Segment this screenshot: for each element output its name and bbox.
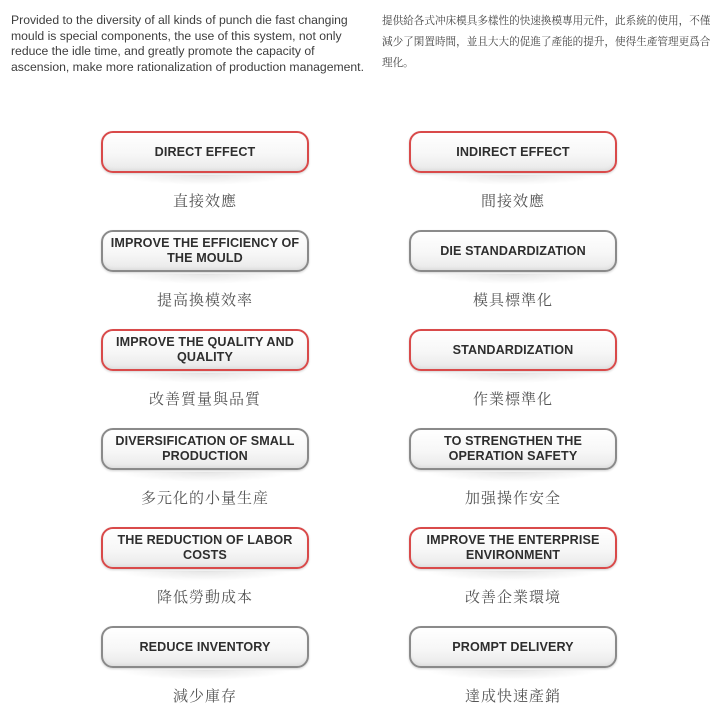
effect-item [101,626,309,725]
effect-chinese-label: 直接效應 [172,192,237,210]
effect-button[interactable] [409,428,617,470]
effect-item [409,329,617,428]
effect-chinese-label: 加强操作安全 [464,489,561,507]
button-reflection [117,274,293,284]
effect-label: REDUCE INVENTORY [139,639,271,654]
effect-chinese-label: 多元化的小量生産 [140,489,269,507]
effect-item [409,428,617,527]
effect-button[interactable] [409,527,617,569]
indirect-effects-column [409,131,617,725]
effect-chinese-label: 減少庫存 [172,687,237,705]
effect-button[interactable] [101,626,309,668]
effect-item [101,527,309,626]
button-reflection [117,670,293,680]
effect-chinese-label: 模具標準化 [472,291,553,309]
effect-item [101,329,309,428]
effect-chinese-label: 間接效應 [480,192,545,210]
effect-label: IMPROVE THE QUALITY AND QUALITY [116,335,294,364]
effect-chinese-label: 降低勞動成本 [156,588,253,606]
effect-chinese-label: 提高換模效率 [156,291,253,309]
effect-label: THE REDUCTION OF LABOR COSTS [117,533,293,562]
effect-button[interactable] [409,230,617,272]
effect-item [101,428,309,527]
effect-button[interactable] [409,131,617,173]
effect-button[interactable] [101,131,309,173]
button-reflection [425,274,601,284]
button-reflection [425,571,601,581]
effect-label: IMPROVE THE ENTERPRISE ENVIRONMENT [426,533,600,562]
effect-button[interactable] [101,428,309,470]
effect-chinese-label: 改善企業環境 [464,588,561,606]
button-reflection [117,373,293,383]
button-reflection [425,175,601,185]
button-reflection [425,670,601,680]
effect-label: TO STRENGTHEN THE OPERATION SAFETY [444,434,582,463]
effect-label: STANDARDIZATION [452,342,574,357]
intro-chinese: 提供給各式冲床模具多樣性的快速換模專用元件，此系統的使用，不僅減少了閑置時間，並且大大的促進了產能的提升，使得生產管理更爲合理化。 [382,15,711,69]
effect-item [409,527,617,626]
button-reflection [425,472,601,482]
effect-item [101,131,309,230]
effect-chinese-label: 改善質量與品質 [148,390,261,408]
effect-item [409,230,617,329]
effect-button[interactable] [101,230,309,272]
effect-chinese-label: 作業標準化 [472,390,553,408]
effect-label: INDIRECT EFFECT [456,144,570,159]
effect-label: DIVERSIFICATION OF SMALL PRODUCTION [115,434,295,463]
effect-item [409,626,617,725]
effect-label: DIRECT EFFECT [154,144,256,159]
effect-chinese-label: 達成快速產銷 [464,687,561,705]
effect-button[interactable] [409,329,617,371]
effect-label: DIE STANDARDIZATION [440,243,586,258]
effect-item [409,131,617,230]
button-reflection [425,373,601,383]
effect-button[interactable] [101,329,309,371]
effect-button[interactable] [101,527,309,569]
effect-item [101,230,309,329]
button-reflection [117,472,293,482]
intro-english: Provided to the diversity of all kinds of punch die fast changing mould is special components, the use of this system, not only reduce the idle time, and greatly promote the capacity of ascension, make more rationalization of production management. [11,13,364,74]
direct-effects-column [101,131,309,725]
effect-label: PROMPT DELIVERY [452,639,574,654]
effect-button[interactable] [409,626,617,668]
button-reflection [117,571,293,581]
effect-label: IMPROVE THE EFFICIENCY OF THE MOULD [110,236,300,265]
button-reflection [117,175,293,185]
